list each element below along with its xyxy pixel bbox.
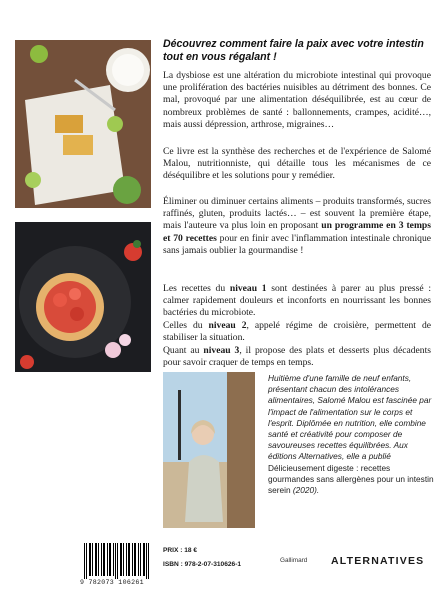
emphasis-niveau-2: niveau 2 (208, 320, 247, 331)
bio-text: Huitième d'une famille de neuf enfants, présentant chacun des intolérances alimentaires, Salomé Malou est fascinée par l'impact de l'alimentation sur le corps et l'esprit. Diplômée en nutrition, elle combine santé et créativité pour composer de savoureuses recettes équilibrées. Aux éditions Alternatives, elle a publié (268, 373, 432, 462)
paragraph-synthese (163, 146, 431, 183)
paragraph-text (163, 345, 431, 369)
barcode-icon (82, 543, 152, 581)
paragraph-dysbiose (163, 70, 431, 131)
paragraph-text: La dysbiose est une altération du microbiote intestinal qui provoque une prolifération des bactéries nuisibles au détriment des bonnes. Ce mal, provoqué par une alimentation déséquilibrée, est au cœur de nombreux problèmes de santé : ballonnements, crampes, acidité…, mais aussi dépression, arthrose, migraines… (163, 70, 431, 130)
author-photo (163, 372, 255, 528)
previous-book-title: Délicieusement digeste : recettes gourmandes sans allergènes pour un intestin serein (268, 462, 434, 496)
emphasis-niveau-3: niveau 3 (203, 345, 240, 356)
emphasis-programme: un programme en 3 temps et 70 recettes (163, 220, 431, 244)
paragraph-programme (163, 196, 431, 257)
text-run: , appelé régime de croisière, permettent de stabiliser la situation. (163, 320, 431, 344)
dessert-photo (15, 222, 151, 372)
bio-year: (2020). (290, 485, 320, 496)
paragraph-niveau-2 (163, 320, 431, 344)
paragraph-text (163, 320, 431, 344)
isbn: ISBN : 978-2-07-310626-1 (163, 561, 242, 568)
barcode-number: 9 782073 106261 (80, 579, 144, 586)
text-run: , il propose des plats et desserts plus décadents pour savoir craquer de temps en temps. (163, 345, 431, 369)
paragraph-niveau-1 (163, 283, 431, 320)
paragraph-text: Ce livre est la synthèse des recherches et de l'expérience de Salomé Malou, nutritionniste, qui détaille tous les mécanismes de ce déséquilibre et les solutions pour y remédier. (163, 146, 431, 182)
paragraph-text (163, 196, 431, 257)
emphasis-niveau-1: niveau 1 (229, 283, 267, 294)
text-run: Les recettes du (163, 283, 230, 294)
text-run: Quant au (163, 345, 204, 356)
publisher-logo: ALTERNATIVES (331, 555, 425, 567)
gallimard-logo: Gallimard (280, 557, 308, 564)
price: PRIX : 18 € (163, 547, 198, 554)
paragraph-text (163, 283, 431, 320)
food-photo-top (15, 40, 151, 208)
text-run: Celles du (163, 320, 209, 331)
headline: Découvrez comment faire la paix avec votre intestin tout en vous régalant ! (163, 38, 424, 63)
text-run: Éliminer ou diminuer certains aliments – produits transformés, sucres raffinés, gluten, produits lactés… – est souvent la première étape, mais l'auteure va plus loin en proposant (163, 196, 431, 232)
text-run: pour en finir avec l'inflammation intestinale chronique sans jamais oublier la gourmandise ! (163, 232, 431, 256)
author-bio (268, 373, 434, 496)
paragraph-niveau-3 (163, 345, 431, 369)
text-run: sont destinées à parer au plus pressé : calmer rapidement douleurs et inconforts en nourrissant les bonnes bactéries du microbiote. (163, 283, 432, 319)
